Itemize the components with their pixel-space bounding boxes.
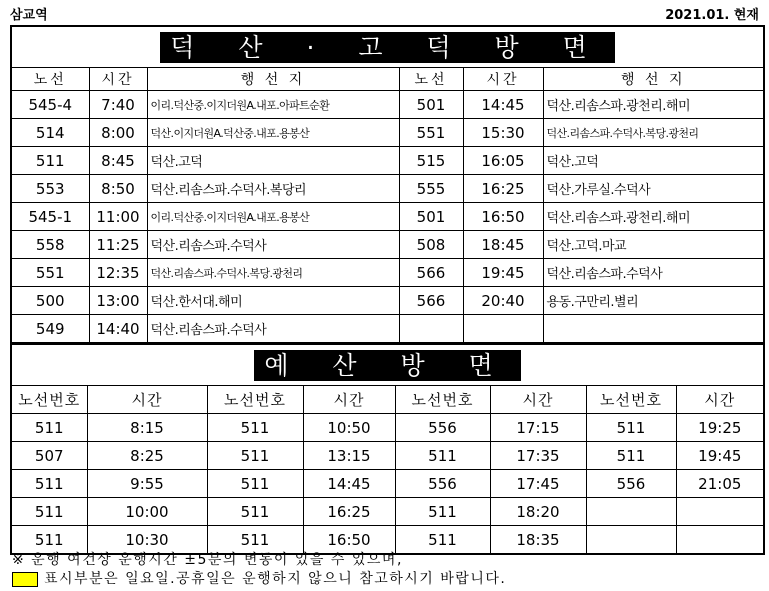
route-cell: 545-4 bbox=[11, 91, 89, 119]
time-cell: 13:15 bbox=[303, 442, 395, 470]
destination-cell: 용동.구만리.별리 bbox=[543, 287, 764, 315]
destination-cell: 덕산.리솜스파.수덕사 bbox=[543, 259, 764, 287]
table-row bbox=[11, 147, 764, 175]
time-cell: 11:25 bbox=[89, 231, 147, 259]
table-row bbox=[11, 259, 764, 287]
table-row bbox=[11, 119, 764, 147]
destination-cell bbox=[543, 315, 764, 344]
route-cell: 551 bbox=[399, 119, 463, 147]
destination-cell: 덕산.리솜스파.수덕사.복당.광천리 bbox=[147, 259, 399, 287]
destination-cell: 덕산.리솜스파.수덕사 bbox=[147, 231, 399, 259]
route-cell: 558 bbox=[11, 231, 89, 259]
route-cell: 514 bbox=[11, 119, 89, 147]
route-cell: 551 bbox=[11, 259, 89, 287]
route-cell: 566 bbox=[399, 287, 463, 315]
destination-cell: 덕산.한서대.해미 bbox=[147, 287, 399, 315]
header-row bbox=[11, 68, 764, 91]
yesan-timetable bbox=[10, 343, 765, 555]
time-cell: 8:15 bbox=[87, 414, 207, 442]
section-title-cell bbox=[11, 344, 764, 386]
route-number-cell: 511 bbox=[207, 526, 303, 555]
time-cell: 14:40 bbox=[89, 315, 147, 344]
time-cell: 8:00 bbox=[89, 119, 147, 147]
route-number-cell: 511 bbox=[11, 526, 87, 555]
route-number-cell: 556 bbox=[586, 470, 676, 498]
date-label: 2021.01. 현재 bbox=[665, 8, 759, 23]
route-number-cell: 511 bbox=[586, 414, 676, 442]
col-header-route-number: 노선번호 bbox=[11, 386, 87, 414]
route-cell: 545-1 bbox=[11, 203, 89, 231]
route-number-cell: 511 bbox=[11, 470, 87, 498]
time-cell: 7:40 bbox=[89, 91, 147, 119]
time-cell: 19:25 bbox=[676, 414, 764, 442]
section-title-cell bbox=[11, 26, 764, 68]
route-cell: 553 bbox=[11, 175, 89, 203]
route-cell: 555 bbox=[399, 175, 463, 203]
time-cell: 18:35 bbox=[490, 526, 586, 555]
table-row bbox=[11, 91, 764, 119]
route-number-cell: 507 bbox=[11, 442, 87, 470]
time-cell bbox=[676, 526, 764, 555]
route-number-cell: 511 bbox=[207, 470, 303, 498]
destination-cell: 덕산.리솜스파.수덕사.복당.광천리 bbox=[543, 119, 764, 147]
col-header-route: 노선 bbox=[11, 68, 89, 91]
destination-cell: 이리.덕산중.이지더원A.내포.용봉산 bbox=[147, 203, 399, 231]
col-header-time: 시간 bbox=[303, 386, 395, 414]
time-cell: 8:50 bbox=[89, 175, 147, 203]
route-number-cell: 511 bbox=[395, 498, 490, 526]
time-cell: 15:30 bbox=[463, 119, 543, 147]
route-number-cell: 511 bbox=[586, 442, 676, 470]
col-header-route-number: 노선번호 bbox=[395, 386, 490, 414]
destination-cell: 덕산.고덕 bbox=[543, 147, 764, 175]
time-cell: 9:55 bbox=[87, 470, 207, 498]
table-row bbox=[11, 231, 764, 259]
time-cell: 19:45 bbox=[463, 259, 543, 287]
col-header-destination: 행 선 지 bbox=[543, 68, 764, 91]
destination-cell: 덕산.리솜스파.수덕사 bbox=[147, 315, 399, 344]
route-cell: 515 bbox=[399, 147, 463, 175]
note-line-1: ※ 운행 여건상 운행시간 ±5분의 변동이 있을 수 있으며, bbox=[12, 552, 403, 568]
table-row bbox=[11, 287, 764, 315]
col-header-route-number: 노선번호 bbox=[586, 386, 676, 414]
table-row bbox=[11, 203, 764, 231]
col-header-destination: 행 선 지 bbox=[147, 68, 399, 91]
time-cell: 18:20 bbox=[490, 498, 586, 526]
time-cell: 17:15 bbox=[490, 414, 586, 442]
table-row bbox=[11, 175, 764, 203]
time-cell bbox=[676, 498, 764, 526]
table-row bbox=[11, 442, 764, 470]
section2-title: 예 산 방 면 bbox=[254, 350, 520, 381]
highlight-legend-swatch bbox=[12, 572, 38, 587]
destination-cell: 덕산.고덕 bbox=[147, 147, 399, 175]
time-cell: 8:45 bbox=[89, 147, 147, 175]
col-header-time: 시간 bbox=[490, 386, 586, 414]
route-number-cell: 511 bbox=[11, 414, 87, 442]
route-number-cell bbox=[586, 498, 676, 526]
route-cell: 566 bbox=[399, 259, 463, 287]
col-header-time: 시간 bbox=[676, 386, 764, 414]
destination-cell: 덕산.리솜스파.광천리.해미 bbox=[543, 203, 764, 231]
route-number-cell: 511 bbox=[207, 414, 303, 442]
station-name: 삼교역 bbox=[10, 8, 48, 23]
time-cell: 11:00 bbox=[89, 203, 147, 231]
time-cell: 10:50 bbox=[303, 414, 395, 442]
table-row bbox=[11, 498, 764, 526]
section1-title: 덕 산 · 고 덕 방 면 bbox=[160, 32, 615, 63]
time-cell: 21:05 bbox=[676, 470, 764, 498]
destination-cell: 덕산.이지더원A.덕산중.내포.용봉산 bbox=[147, 119, 399, 147]
time-cell: 12:35 bbox=[89, 259, 147, 287]
time-cell bbox=[463, 315, 543, 344]
time-cell: 14:45 bbox=[303, 470, 395, 498]
time-cell: 10:30 bbox=[87, 526, 207, 555]
time-cell: 16:50 bbox=[303, 526, 395, 555]
time-cell: 16:05 bbox=[463, 147, 543, 175]
route-number-cell: 511 bbox=[207, 498, 303, 526]
time-cell: 18:45 bbox=[463, 231, 543, 259]
col-header-route: 노선 bbox=[399, 68, 463, 91]
deoksan-godeok-timetable bbox=[10, 25, 765, 344]
col-header-route-number: 노선번호 bbox=[207, 386, 303, 414]
destination-cell: 덕산.리솜스파.광천리.해미 bbox=[543, 91, 764, 119]
time-cell: 17:45 bbox=[490, 470, 586, 498]
route-number-cell: 511 bbox=[207, 442, 303, 470]
route-cell: 511 bbox=[11, 147, 89, 175]
route-cell: 501 bbox=[399, 203, 463, 231]
col-header-time: 시간 bbox=[89, 68, 147, 91]
route-cell: 549 bbox=[11, 315, 89, 344]
route-number-cell: 511 bbox=[11, 498, 87, 526]
time-cell: 8:25 bbox=[87, 442, 207, 470]
time-cell: 10:00 bbox=[87, 498, 207, 526]
time-cell: 13:00 bbox=[89, 287, 147, 315]
route-cell bbox=[399, 315, 463, 344]
route-cell: 500 bbox=[11, 287, 89, 315]
route-number-cell: 556 bbox=[395, 470, 490, 498]
time-cell: 16:25 bbox=[463, 175, 543, 203]
note-line-2 bbox=[12, 568, 506, 588]
time-cell: 14:45 bbox=[463, 91, 543, 119]
time-cell: 16:50 bbox=[463, 203, 543, 231]
route-cell: 508 bbox=[399, 231, 463, 259]
route-number-cell: 511 bbox=[395, 442, 490, 470]
table-row bbox=[11, 470, 764, 498]
destination-cell: 덕산.가루실.수덕사 bbox=[543, 175, 764, 203]
table-row bbox=[11, 414, 764, 442]
destination-cell: 덕산.리솜스파.수덕사.복당리 bbox=[147, 175, 399, 203]
route-number-cell: 511 bbox=[395, 526, 490, 555]
route-cell: 501 bbox=[399, 91, 463, 119]
header-row bbox=[11, 386, 764, 414]
note-line-2-text: 표시부분은 일요일.공휴일은 운행하지 않으니 참고하시기 바랍니다. bbox=[44, 571, 507, 587]
time-cell: 16:25 bbox=[303, 498, 395, 526]
col-header-time: 시간 bbox=[463, 68, 543, 91]
col-header-time: 시간 bbox=[87, 386, 207, 414]
time-cell: 20:40 bbox=[463, 287, 543, 315]
time-cell: 17:35 bbox=[490, 442, 586, 470]
route-number-cell: 556 bbox=[395, 414, 490, 442]
table-row bbox=[11, 315, 764, 344]
destination-cell: 이리.덕산중.이지더원A.내포.아파트순환 bbox=[147, 91, 399, 119]
time-cell: 19:45 bbox=[676, 442, 764, 470]
destination-cell: 덕산.고덕.마교 bbox=[543, 231, 764, 259]
route-number-cell bbox=[586, 526, 676, 555]
